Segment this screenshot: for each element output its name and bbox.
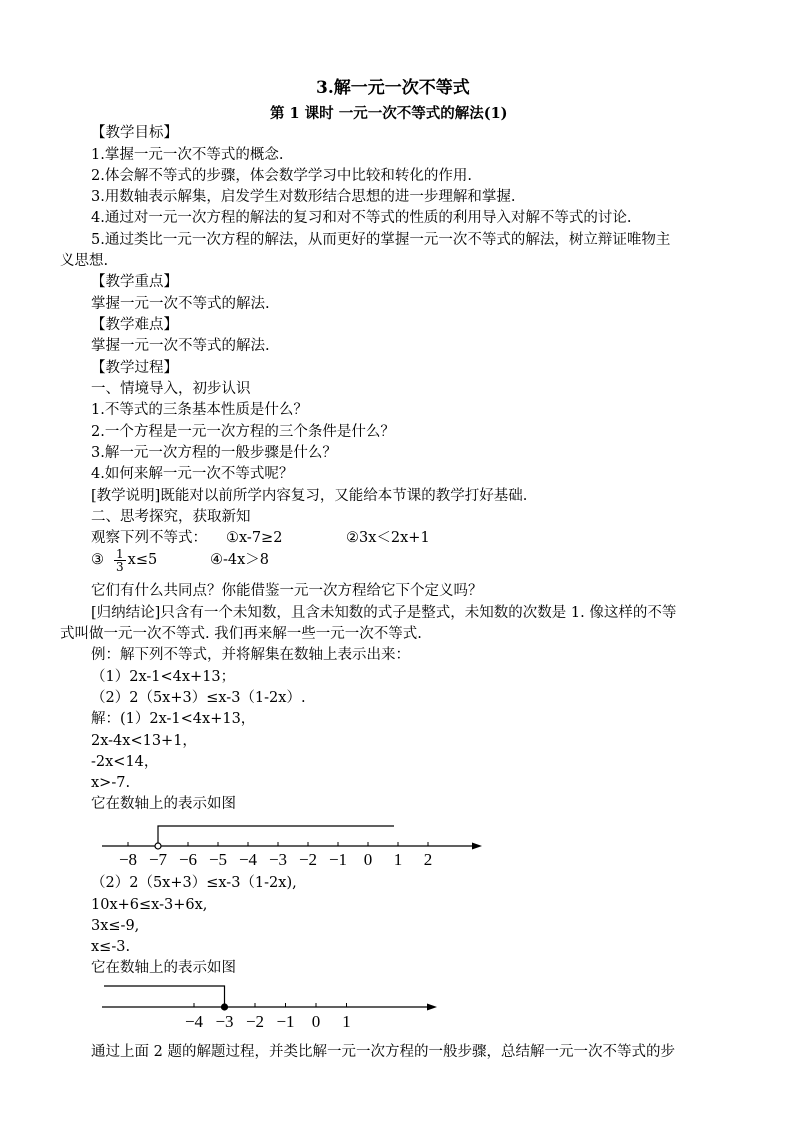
numberline-caption: 它在数轴上的表示如图 xyxy=(91,796,236,812)
section-heading: 【教学难点】 xyxy=(91,317,178,333)
solution-step: 10x+6≤x-3+6x, xyxy=(91,897,208,913)
numberline-caption: 它在数轴上的表示如图 xyxy=(91,960,236,976)
objective-2: 2.体会解不等式的步骤，体会数学学习中比较和转化的作用. xyxy=(91,168,472,184)
tick-label: −1 xyxy=(276,1012,295,1030)
inequality-1: ①x-7≥2 xyxy=(226,530,283,546)
axis-arrow xyxy=(427,1004,437,1011)
solution-step: -2x<14， xyxy=(91,754,159,770)
document-title: 3.解一元一次不等式 xyxy=(316,78,470,98)
solution-ray xyxy=(104,986,225,1004)
tick-label: −3 xyxy=(268,850,288,868)
document-subtitle: 第 1 课时 一元一次不等式的解法(1) xyxy=(270,105,508,122)
fraction-denominator: 3 xyxy=(116,559,124,574)
solution-step: 解：(1）2x-1<4x+13， xyxy=(91,711,256,727)
section-heading: 【教学重点】 xyxy=(91,274,178,290)
conclusion-text-cont: 式叫做一元一次不等式. 我们再来解一些一元一次不等式. xyxy=(60,626,422,642)
footer-text: 通过上面 2 题的解题过程，并类比解一元一次方程的一般步骤，总结解一元一次不等式的步 xyxy=(91,1044,675,1060)
objective-5: 5.通过类比一元一次方程的解法，从而更好的掌握一元一次不等式的解法，树立辩证唯物主 xyxy=(91,232,671,248)
solution-step: x≤-3. xyxy=(91,939,131,955)
solution-step: x>-7. xyxy=(91,775,131,791)
question-3: 3.解一元一次方程的一般步骤是什么？ xyxy=(91,445,337,461)
inequality-3-label: ③ xyxy=(91,552,104,568)
key-point-text: 掌握一元一次不等式的解法. xyxy=(91,296,270,312)
inequality-3-rest: x≤5 xyxy=(127,552,158,568)
tick-label: −6 xyxy=(178,850,198,868)
tick-label: −4 xyxy=(238,850,258,868)
objective-5-cont: 义思想. xyxy=(60,253,109,269)
tick-label: 1 xyxy=(393,850,403,868)
inequality-2: ②3x＜2x+1 xyxy=(346,530,430,546)
tick-label: −3 xyxy=(215,1012,234,1030)
tick-label: 2 xyxy=(423,850,433,868)
tick-label: −8 xyxy=(118,850,138,868)
section-heading: 【教学目标】 xyxy=(91,125,178,141)
tick-label: −2 xyxy=(245,1012,265,1030)
solution-ray xyxy=(158,826,394,843)
part-heading: 二、思考探究，获取新知 xyxy=(91,509,251,525)
tick-label: 1 xyxy=(342,1012,351,1030)
open-point xyxy=(155,843,161,849)
example-1: （1）2x-1<4x+13； xyxy=(91,669,236,685)
question-definition: 它们有什么共同点？你能借鉴一元一次方程给它下个定义吗？ xyxy=(91,583,483,599)
fraction-numerator: 1 xyxy=(116,546,124,561)
objective-3: 3.用数轴表示解集，启发学生对数形结合思想的进一步理解和掌握. xyxy=(91,189,516,205)
objective-4: 4.通过对一元一次方程的解法的复习和对不等式的性质的利用导入对解不等式的讨论. xyxy=(91,210,632,226)
tick-label: −5 xyxy=(208,850,228,868)
inequality-3 xyxy=(91,545,157,575)
tick-label: −7 xyxy=(148,850,168,868)
tick-label: −4 xyxy=(184,1012,204,1030)
closed-point xyxy=(222,1004,228,1010)
tick-label: 0 xyxy=(363,850,373,868)
solution-step: 3x≤-9, xyxy=(91,918,140,934)
number-line-2 xyxy=(0,980,794,1030)
solution-step: （2）2（5x+3）≤x-3（1-2x), xyxy=(91,875,297,891)
question-1: 1.不等式的三条基本性质是什么？ xyxy=(91,402,308,418)
conclusion-text: [归纳结论]只含有一个未知数，且含未知数的式子是整式，未知数的次数是 1. 像这样的不等 xyxy=(91,605,677,621)
part-heading: 一、情境导入，初步认识 xyxy=(91,381,251,397)
number-line-1 xyxy=(0,818,794,868)
objective-1: 1.掌握一元一次不等式的概念. xyxy=(91,147,284,163)
tick-label: −1 xyxy=(328,850,348,868)
fraction xyxy=(114,548,126,573)
axis-arrow xyxy=(472,843,482,850)
teaching-note: [教学说明]既能对以前所学内容复习，又能给本节课的教学打好基础. xyxy=(91,488,528,504)
tick-label: 0 xyxy=(311,1012,321,1030)
inequality-4: ④-4x＞8 xyxy=(210,552,270,568)
question-2: 2.一个方程是一元一次方程的三个条件是什么？ xyxy=(91,424,395,440)
observe-prefix: 观察下列不等式： xyxy=(91,530,207,546)
example-2: （2）2（5x+3）≤x-3（1-2x）. xyxy=(91,690,306,706)
difficulty-text: 掌握一元一次不等式的解法. xyxy=(91,338,270,354)
example-intro: 例：解下列不等式，并将解集在数轴上表示出来： xyxy=(91,647,410,663)
question-4: 4.如何来解一元一次不等式呢？ xyxy=(91,466,294,482)
tick-label: −2 xyxy=(298,850,318,868)
solution-step: 2x-4x<13+1， xyxy=(91,733,197,749)
section-heading: 【教学过程】 xyxy=(91,360,178,376)
